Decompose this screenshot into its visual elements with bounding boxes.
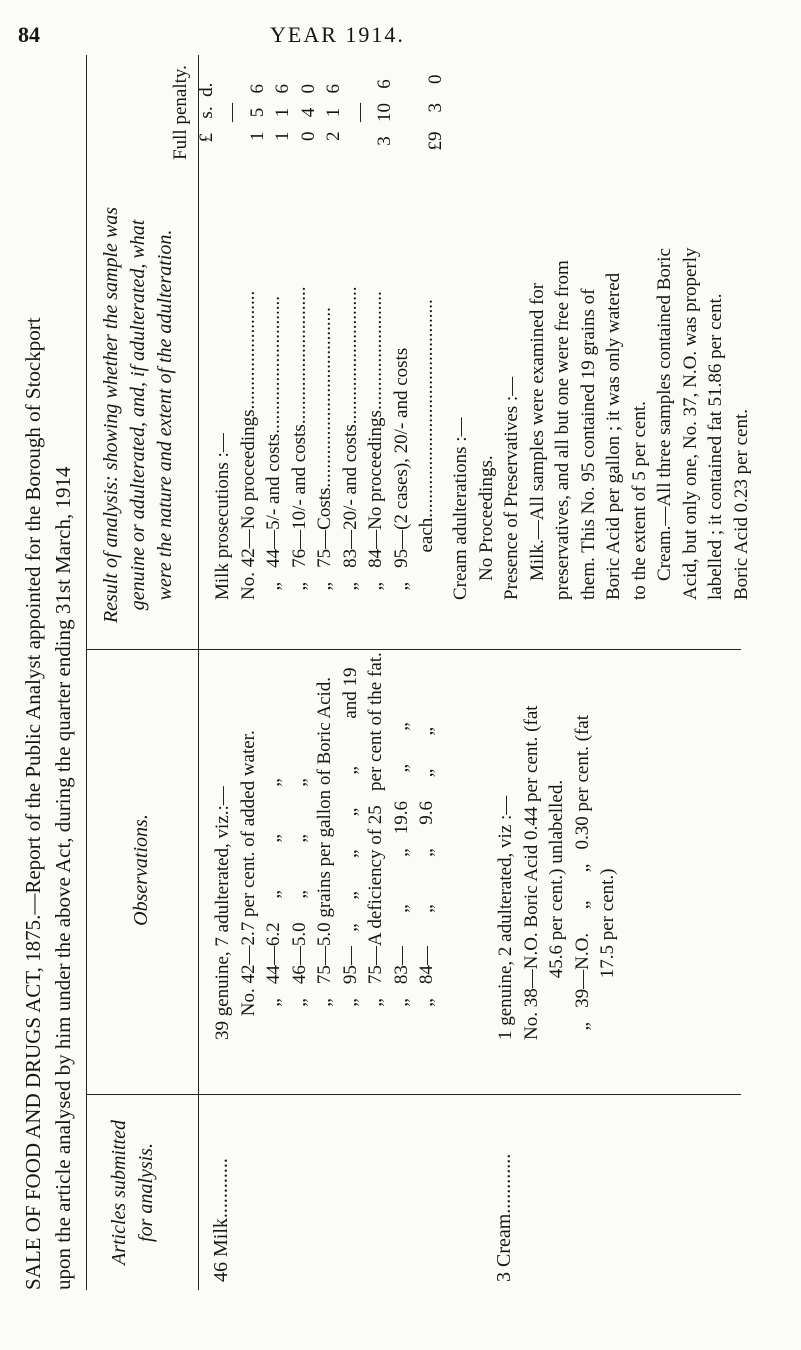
result-milk: 39 genuine, 7 adulterated, viz.:— No. 42—2.7 per cent. of added water. „ 44—6.2 „ „ „ „ 46—5.0 „ „ „ „ 75—5.0 grains per gallon of Boric Acid. „ 95— „ „ „ „ „ and 19 „ 75—A deficiency of 25 per cent of the fat. „ 83— „ „ 19.6 „ „ „ 84— „ „ 9.6 „ „ <box>212 652 437 1040</box>
header-articles: Articles submitted for analysis. <box>108 1120 157 1265</box>
article-cream: 3 Cream............ <box>493 1153 515 1282</box>
penalty-row <box>398 55 424 170</box>
column-divider <box>86 1094 741 1095</box>
penalty-row: — <box>348 103 370 122</box>
penalty-row: 3 10 6 <box>374 79 395 146</box>
article-milk: 46 Milk............ <box>210 1158 232 1282</box>
report-title <box>18 55 78 1290</box>
title-line: upon the article analysed by him under the above Act, during the quarter ending 31st March, 1914 <box>51 466 75 1290</box>
title-line: SALE OF FOOD AND DRUGS ACT, 1875.—Report of the Public Analyst appointed for the Borough of Stockport <box>21 317 45 1290</box>
penalty-row: 0 4 0 <box>297 84 319 141</box>
running-head: YEAR 1914. <box>270 22 405 47</box>
header-observations: Observations. <box>130 814 152 926</box>
rotated-report-table <box>18 55 752 1290</box>
penalty-row: 1 5 6 <box>246 84 268 141</box>
penalty-total: £9 3 0 <box>425 74 446 151</box>
penalty-row: 2 1 6 <box>323 84 344 141</box>
observations-cream: Cream adulterations :— No Proceedings. Presence of Preservatives :— Milk.—All samples were examined for preservatives, and all but one were free from them. This No. 95 contained 19 grains of Boric Acid per gallon ; it was only watered to the extent of 5 per cent. Cream.—All three samples contained Boric Acid, but only one, No. 37, N.O. was properly labelled ; it contained fat 51.86 per cent. Boric Acid 0.23 per cent. <box>450 247 752 600</box>
observations-milk: Milk prosecutions :— No. 42—No proceedings......................... „ 44—5/- and costs............................. „ 76—10/- and costs............................. „ 75—Costs...................................... „ 83—20/- and costs............................. „ 84—No proceedings......................... „ 95—(2 cases), 20/- and costs each.............................................. <box>212 286 437 600</box>
table-top-rule <box>86 55 87 1290</box>
page-number: 84 <box>18 22 40 47</box>
penalty-units: £ s. d. <box>195 82 217 143</box>
result-cream: 1 genuine, 2 adulterated, viz :— No. 38—N.O. Boric Acid 0.44 per cent. (fat 45.6 per cent.) unlabelled. „ 39—N.O. „ „ 0.30 per cent. (fat 17.5 per cent.) <box>495 705 618 1040</box>
penalty-column <box>168 55 449 170</box>
penalty-row: — <box>221 103 242 122</box>
header-bottom-rule <box>198 55 199 1290</box>
penalty-row: 1 1 6 <box>272 84 293 141</box>
penalty-header: Full penalty. <box>170 65 191 160</box>
column-divider <box>86 649 741 650</box>
header-result: Result of analysis: showing whether the sample was genuine or adulterated, and, if adulterated, what were the nature and extent of the adulteration. <box>100 206 176 624</box>
